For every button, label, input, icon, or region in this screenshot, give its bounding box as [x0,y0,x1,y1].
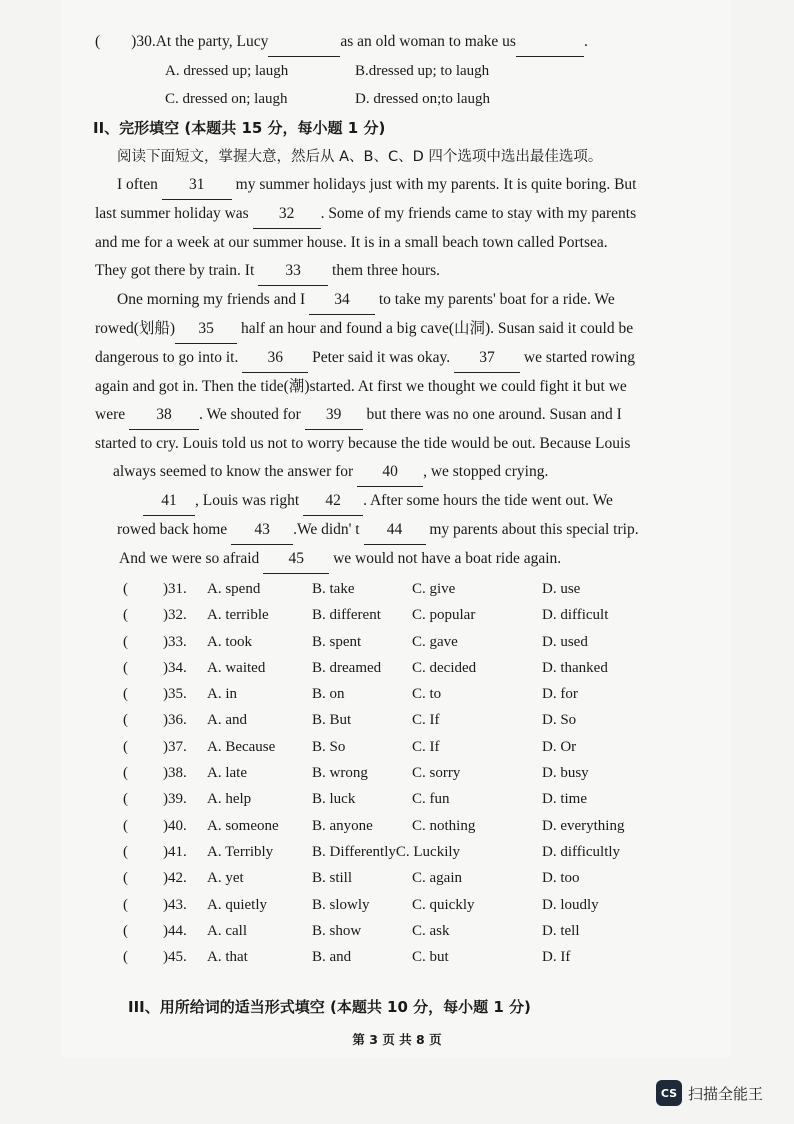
option-a: A. someone [207,817,279,834]
question-row [123,760,705,786]
blank-39: 39 [305,401,363,430]
question-number: )32. [163,607,187,624]
passage-text: I often [117,176,162,193]
passage-line-14 [95,545,705,574]
option-b: B. dreamed [312,659,382,676]
question-number: )37. [163,738,187,755]
passage-text: They got there by train. It [95,262,259,279]
passage-text: .We didn' t [293,521,364,538]
question-number: )33. [163,633,187,650]
option-a: A. yet [207,870,244,887]
passage-text: always seemed to know the answer for [113,463,358,480]
passage-text: my summer holidays just with my parents. It is quite boring. But [231,176,637,193]
question-list [95,576,705,970]
blank-43: 43 [231,516,293,545]
blank-34: 34 [309,286,375,315]
option-b: B. But [312,712,352,729]
question-number: )36. [163,712,187,729]
question-row [123,892,705,918]
passage-text: my parents about this special trip. [425,521,639,538]
option-c: C. popular [412,607,476,624]
option-d: D. loudly [542,896,599,913]
passage-text: . Some of my friends came to stay with my parents [320,205,637,222]
option-d: D. everything [542,817,625,834]
question-number: )34. [163,659,187,676]
question-number: )40. [163,817,187,834]
blank-42: 42 [303,487,363,516]
question-number: )35. [163,686,187,703]
passage-text: we would not have a boat ride again. [329,550,562,567]
passage-text: we started rowing [520,349,635,366]
q30-blank-2 [516,28,584,57]
answer-paren: ( [123,765,128,782]
option-c: C. decided [412,659,477,676]
option-a: A. Terribly [207,843,274,860]
section2-instruction: 阅读下面短文，掌握大意，然后从 A、B、C、D 四个选项中选出最佳选项。 [117,149,603,165]
option-a: A. terrible [207,607,269,624]
option-c: C. nothing [412,817,476,834]
question-row [123,786,705,812]
option-b: B. different [312,607,381,624]
passage-text: And we were so afraid [119,550,264,567]
passage-text: rowed(划船) [95,320,176,337]
watermark-text: 扫描全能王 [688,1084,764,1103]
camscanner-logo-icon: CS [656,1080,682,1106]
blank-40: 40 [357,458,423,487]
option-d: D. for [542,686,578,703]
blank-35: 35 [175,315,237,344]
answer-paren: ( [123,659,128,676]
answer-paren: ( [123,843,128,860]
option-d: D. thanked [542,659,608,676]
question-row [123,865,705,891]
passage-line-3: and me for a week at our summer house. It is in a small beach town called Portsea. [95,234,608,251]
answer-paren: ( [123,738,128,755]
passage-line-9 [95,401,705,430]
option-c: C. again [412,870,462,887]
q30-option-c: C. dressed on; laugh [165,91,288,107]
option-c: C. gave [412,633,458,650]
option-c: C. quickly [412,896,475,913]
option-d: D. So [542,712,577,729]
answer-paren: ( [123,922,128,939]
answer-paren: ( [123,896,128,913]
option-c: C. sorry [412,765,461,782]
passage-line-1 [95,171,705,200]
passage-line-11 [95,458,705,487]
option-b: B. luck [312,791,356,808]
question-row [123,681,705,707]
blank-44: 44 [364,516,426,545]
blank-41: 41 [143,487,195,516]
passage-text: . We shouted for [199,406,305,423]
question-number: )41. [163,843,187,860]
option-d: D. tell [542,922,580,939]
option-d: D. difficult [542,607,609,624]
option-b: B. take [312,581,355,597]
passage-text: . After some hours the tide went out. We [363,492,613,509]
answer-paren: ( [123,817,128,834]
passage-line-13 [95,516,705,545]
passage-line-8: again and got in. Then the tide(潮)started. At first we thought we could fight it but we [95,378,627,395]
passage-text: Peter said it was okay. [308,349,455,366]
option-c: C. but [412,949,449,966]
passage-text: One morning my friends and I [117,291,309,308]
section2-title: II、完形填空 (本题共 15 分，每小题 1 分) [93,119,386,137]
q30-option-d: D. dressed on;to laugh [355,91,490,107]
question-row [123,944,705,970]
q30-end: . [583,33,588,50]
passage-text: , Louis was right [195,492,304,509]
question-number: )42. [163,870,187,887]
q30-option-a: A. dressed up; laugh [165,63,289,79]
exam-content [95,28,705,1022]
question-row [123,602,705,628]
passage-text: rowed back home [117,521,232,538]
blank-31: 31 [162,171,232,200]
option-d: D. too [542,870,580,887]
passage-line-10: started to cry. Louis told us not to worry because the tide would be out. Because Louis [95,435,631,452]
option-b: B. and [312,949,352,966]
passage-line-6 [95,315,705,344]
option-a: A. spend [207,581,261,597]
q30-mid: as an old woman to make us [340,33,516,50]
blank-37: 37 [454,344,520,373]
passage-line-12 [95,487,705,516]
answer-paren: ( [123,949,128,966]
passage-text: , we stopped crying. [423,463,549,480]
q30-stem [95,28,705,57]
q30-options-row-1 [95,57,705,85]
option-a: A. waited [207,659,266,676]
option-b: B. spent [312,633,362,650]
q30-prefix: ( )30.At the party, Lucy [95,33,269,50]
option-a: A. took [207,633,252,650]
option-b: B. anyone [312,817,373,834]
option-b: B. on [312,686,345,703]
question-row [123,734,705,760]
option-a: A. help [207,791,252,808]
option-c: C. ask [412,922,450,939]
question-number: )31. [163,581,187,597]
option-a: A. that [207,949,248,966]
option-c: C. If [412,712,440,729]
passage-text: last summer holiday was [95,205,253,222]
option-b: B. still [312,870,353,887]
passage-line-5 [95,286,705,315]
section3-title: III、用所给词的适当形式填空 (本题共 10 分，每小题 1 分) [128,998,531,1017]
passage-text: but there was no one around. Susan and I [362,406,622,423]
option-d: D. Or [542,738,577,755]
option-d: D. If [542,949,571,966]
passage-text: to take my parents' boat for a ride. We [375,291,615,308]
q30-options-row-2 [95,85,705,113]
option-b-c: B. DifferentlyC. Luckily [312,843,461,860]
scanner-watermark [656,1080,763,1106]
answer-paren: ( [123,607,128,624]
passage-line-2 [95,200,705,229]
option-a: A. late [207,765,247,782]
option-c: C. give [412,581,456,597]
question-number: )38. [163,765,187,782]
option-a: A. Because [207,738,276,755]
question-row [123,918,705,944]
q30-option-b: B.dressed up; to laugh [355,63,490,79]
answer-paren: ( [123,581,128,597]
question-row [123,813,705,839]
option-a: A. call [207,922,247,939]
question-row [123,707,705,733]
answer-paren: ( [123,633,128,650]
passage-line-4 [95,257,705,286]
blank-38: 38 [129,401,199,430]
option-b: B. wrong [312,765,368,782]
question-number: )45. [163,949,187,966]
passage-text: them three hours. [328,262,441,279]
q30-blank-1 [268,28,340,57]
blank-45: 45 [263,545,329,574]
answer-paren: ( [123,791,128,808]
question-row [123,655,705,681]
question-number: )39. [163,791,187,808]
passage-text: were [95,406,129,423]
option-b: B. So [312,738,346,755]
option-a: A. and [207,712,247,729]
passage-text: half an hour and found a big cave(山洞). Susan said it could be [237,320,634,337]
passage-text: dangerous to go into it. [95,349,243,366]
blank-32: 32 [253,200,321,229]
question-number: )43. [163,896,187,913]
answer-paren: ( [123,712,128,729]
option-a: A. quietly [207,896,267,913]
option-b: B. slowly [312,896,370,913]
option-c: C. to [412,686,442,703]
option-c: C. fun [412,791,450,808]
option-d: D. busy [542,765,589,782]
question-number: )44. [163,922,187,939]
blank-36: 36 [242,344,308,373]
question-row [123,576,705,602]
option-d: D. time [542,791,587,808]
passage-line-7 [95,344,705,373]
option-d: D. use [542,581,581,597]
option-d: D. used [542,633,588,650]
option-b: B. show [312,922,362,939]
option-c: C. If [412,738,440,755]
option-a: A. in [207,686,237,703]
page-footer: 第 3 页 共 8 页 [352,1032,442,1047]
question-row [123,629,705,655]
question-row [123,839,705,865]
answer-paren: ( [123,870,128,887]
blank-33: 33 [258,257,328,286]
option-d: D. difficultly [542,843,621,860]
answer-paren: ( [123,686,128,703]
